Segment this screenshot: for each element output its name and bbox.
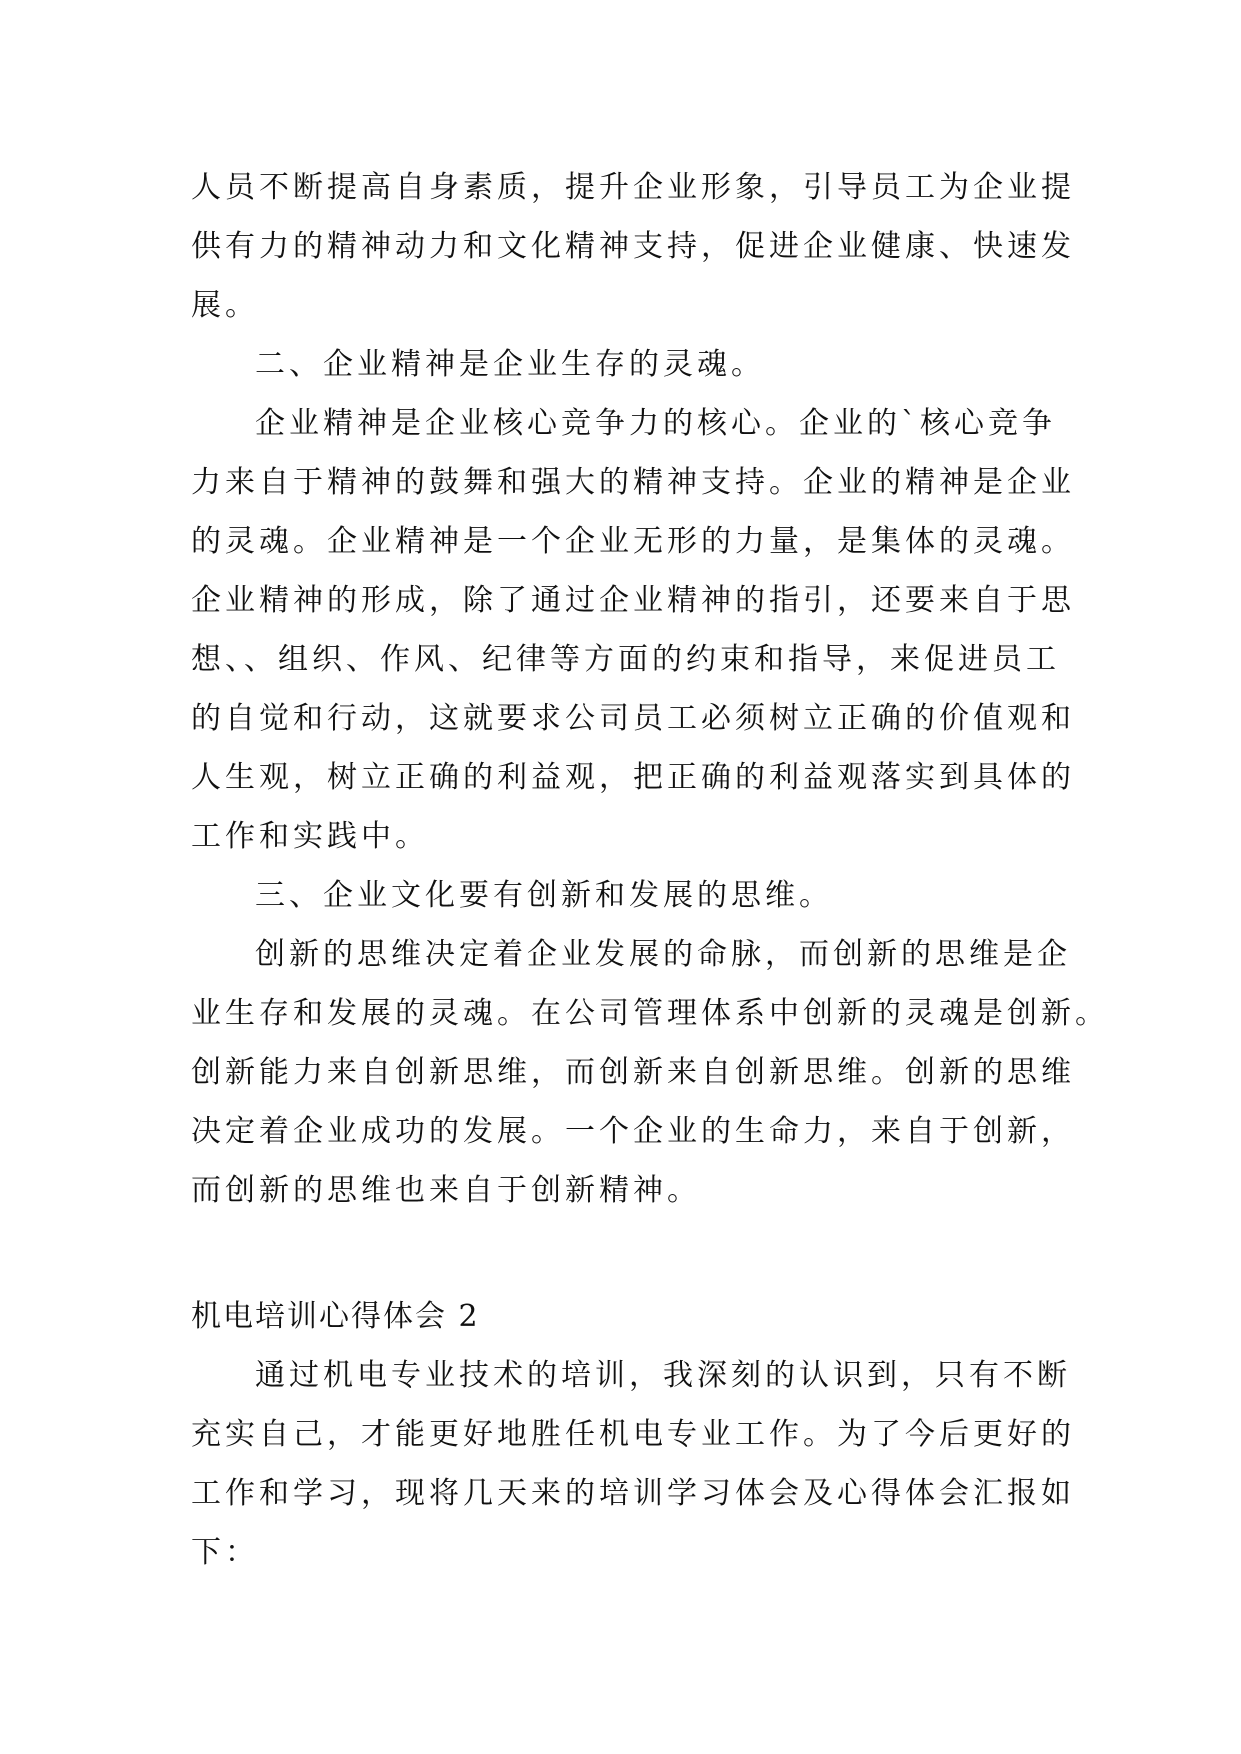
- text-line: 展。: [191, 288, 259, 323]
- text-line: 供有力的精神动力和文化精神支持，促进企业健康、快速发: [191, 229, 1075, 264]
- section-heading: [191, 335, 1052, 394]
- text-line: 的灵魂。企业精神是一个企业无形的力量，是集体的灵魂。: [191, 524, 1075, 559]
- text-line: 充实自己，才能更好地胜任机电专业工作。为了今后更好的: [191, 1417, 1075, 1452]
- paragraph-gap: [191, 1220, 1052, 1287]
- paragraph: [191, 158, 1075, 335]
- paragraph: [191, 925, 1109, 1220]
- text-line: 工作和学习，现将几天来的培训学习体会及心得体会汇报如: [191, 1476, 1075, 1511]
- paragraph: [191, 1346, 1075, 1582]
- text-line: 人生观，树立正确的利益观，把正确的利益观落实到具体的: [191, 760, 1075, 795]
- section-heading: [191, 866, 1052, 925]
- text-line: 工作和实践中。: [191, 819, 429, 854]
- text-line: 下：: [191, 1535, 259, 1570]
- text-line: 创新能力来自创新思维，而创新来自创新思维。创新的思维: [191, 1055, 1075, 1090]
- text-line: 人员不断提高自身素质，提升企业形象，引导员工为企业提: [191, 170, 1075, 205]
- document-section-title: [191, 1287, 1052, 1346]
- text-line: 的自觉和行动，这就要求公司员工必须树立正确的价值观和: [191, 701, 1075, 736]
- text-line: 通过机电专业技术的培训，我深刻的认识到，只有不断: [255, 1358, 1071, 1393]
- text-line: 想、、组织、作风、纪律等方面的约束和指导，来促进员工: [191, 642, 1060, 677]
- heading-text: 三、企业文化要有创新和发展的思维。: [255, 878, 833, 913]
- text-line: 决定着企业成功的发展。一个企业的生命力，来自于创新，: [191, 1114, 1075, 1149]
- text-line: 力来自于精神的鼓舞和强大的精神支持。企业的精神是企业: [191, 465, 1075, 500]
- text-line: 而创新的思维也来自于创新精神。: [191, 1173, 701, 1208]
- document-body: [191, 158, 1109, 1582]
- text-line: 企业精神是企业核心竞争力的核心。企业的`核心竞争: [255, 406, 1056, 441]
- section-title-text: 机电培训心得体会 2: [191, 1299, 480, 1334]
- heading-text: 二、企业精神是企业生存的灵魂。: [255, 347, 765, 382]
- text-line: 创新的思维决定着企业发展的命脉，而创新的思维是企: [255, 937, 1071, 972]
- paragraph: [191, 394, 1075, 866]
- text-line: 企业精神的形成，除了通过企业精神的指引，还要来自于思: [191, 583, 1075, 618]
- text-line: 业生存和发展的灵魂。在公司管理体系中创新的灵魂是创新。: [191, 996, 1109, 1031]
